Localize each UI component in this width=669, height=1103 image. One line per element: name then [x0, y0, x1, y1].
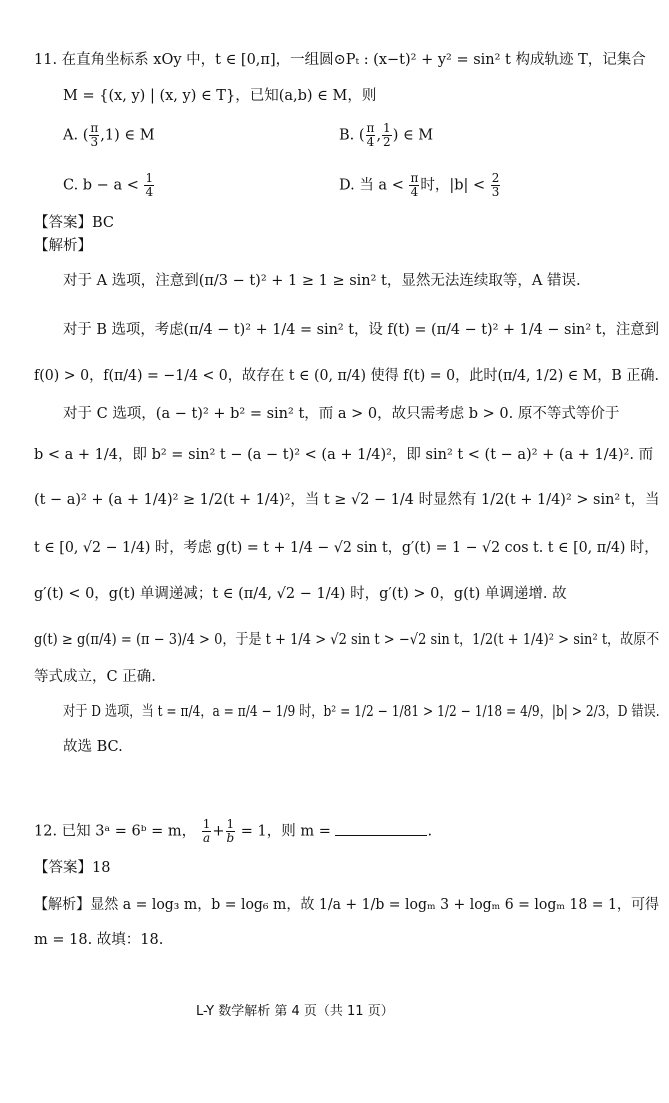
q11-para-c1: 对于 C 选项，(a − t)² + b² = sin² t，而 a > 0，故只需考虑 b > 0. 原不等式等价于	[63, 406, 620, 422]
q11-option-b: B. ( $\frac{\pi}{4}$ , $\frac{1}{2}$ ) ∈ M	[339, 121, 434, 150]
option-b-text: ) ∈ M	[392, 127, 434, 144]
q11-para-c3: (t − a)² + (a + 1/4)² ≥ 1/2(t + 1/4)²，当 t ≥ √2 − 1/4 时显然有 1/2(t + 1/4)² > sin² t，当	[34, 492, 660, 508]
q11-para-d: 对于 D 选项，当 t = π/4，a = π/4 − 1/9 时，b² = 1/2 − 1/81 > 1/2 − 1/18 = 4/9，|b| > 2/3，D 错误.	[63, 704, 660, 720]
q11-answer: 【答案】BC	[34, 215, 115, 231]
fraction-pi-over-4: $\frac{\pi}{4}$	[366, 121, 375, 150]
q11-para-c2: b < a + 1/4，即 b² = sin² t − (a − t)² < (a + 1/4)²，即 sin² t < (t − a)² + (a + 1/4)². 而	[34, 447, 654, 463]
q12-stem-pre: 已知 3ᵃ = 6ᵇ = m，	[61, 823, 197, 840]
fraction-pi-over-3: $\frac{\pi}{3}$	[90, 121, 99, 150]
q11-para-c5: g′(t) < 0，g(t) 单调递减；t ∈ (π/4, √2 − 1/4) 时，g′(t) > 0，g(t) 单调递增. 故	[34, 586, 567, 602]
q11-para-a: 对于 A 选项，注意到(π/3 − t)² + 1 ≥ 1 ≥ sin² t，显然无法连续取等，A 错误.	[63, 273, 581, 289]
fraction-one-quarter: $\frac{1}{4}$	[145, 171, 154, 200]
q11-analysis-label: 【解析】	[34, 238, 92, 254]
q12-stem-mid: = 1，则 m =	[240, 823, 331, 840]
q12-number: 12.	[34, 823, 58, 840]
q11-para-c4: t ∈ [0, √2 − 1/4) 时，考虑 g(t) = t + 1/4 − √2 sin t，g′(t) = 1 − √2 cos t. t ∈ [0, π/4) 时，	[34, 540, 659, 556]
q12-analysis-line2: m = 18. 故填：18.	[34, 932, 164, 948]
option-a-label: A.	[63, 127, 79, 144]
fraction-pi-over-4: $\frac{\pi}{4}$	[410, 171, 419, 200]
option-d-text-2: 时，|b| <	[420, 177, 486, 194]
q12-stem: 12. 已知 3ᵃ = 6ᵇ = m， $\frac{1}{a}$ + $\frac{1}{b}$ = 1，则 m = .	[34, 817, 433, 846]
page-footer: L-Y 数学解析 第 4 页（共 11 页）	[196, 1004, 394, 1019]
q11-para-b2: f(0) > 0，f(π/4) = −1/4 < 0，故存在 t ∈ (0, π/4) 使得 f(t) = 0，此时(π/4, 1/2) ∈ M，B 正确.	[34, 368, 660, 384]
q11-option-a: A. ( $\frac{\pi}{3}$ ,1) ∈ M	[63, 121, 155, 150]
q11-option-d	[339, 172, 501, 199]
fraction-one-over-b: $\frac{1}{b}$	[226, 817, 235, 846]
option-a-text: ,1) ∈ M	[100, 127, 155, 144]
q11-number: 11.	[34, 52, 58, 68]
q11-stem-line1	[34, 52, 646, 69]
fraction-one-over-a: $\frac{1}{a}$	[202, 817, 211, 846]
q11-stem-line2: M = {(x, y) | (x, y) ∈ T}，已知(a,b) ∈ M，则	[63, 88, 377, 104]
fraction-two-thirds: $\frac{2}{3}$	[491, 171, 500, 200]
fraction-one-half: $\frac{1}{2}$	[383, 121, 391, 150]
option-b-label: B.	[339, 127, 355, 144]
q12-analysis-line1: 【解析】显然 a = log₃ m，b = log₆ m，故 1/a + 1/b = logₘ 3 + logₘ 6 = logₘ 18 = 1，可得	[34, 897, 660, 913]
answer-blank	[335, 823, 427, 836]
q11-para-c6: g(t) ≥ g(π/4) = (π − 3)/4 > 0，于是 t + 1/4 > √2 sin t > −√2 sin t，1/2(t + 1/4)² > sin² t，故原不	[34, 632, 660, 648]
option-c-text: C. b − a <	[63, 177, 139, 194]
q11-option-c	[63, 172, 155, 199]
q12-answer: 【答案】18	[34, 860, 111, 876]
q11-para-c7: 等式成立，C 正确.	[34, 669, 156, 685]
option-d-text: D. 当 a <	[339, 177, 404, 194]
q11-conclusion: 故选 BC.	[63, 739, 123, 755]
q11-para-b1: 对于 B 选项，考虑(π/4 − t)² + 1/4 = sin² t，设 f(t) = (π/4 − t)² + 1/4 − sin² t，注意到	[63, 322, 660, 338]
q11-stem-text: 在直角坐标系 xOy 中，t ∈ [0,π]，一组圆⊙Pₜ : (x−t)² + y² = sin² t 构成轨迹 T，记集合	[61, 52, 646, 68]
